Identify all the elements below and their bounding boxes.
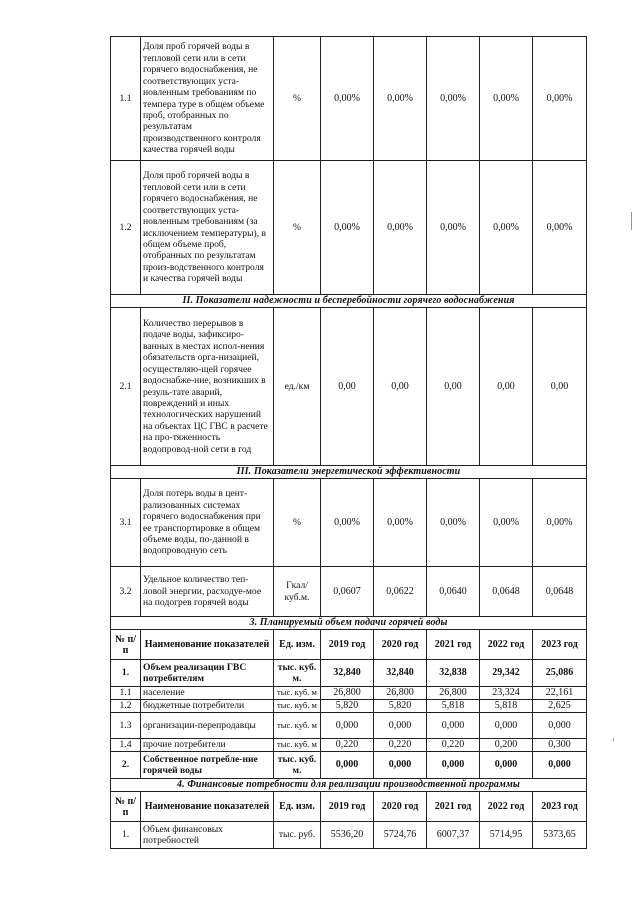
table-row: [111, 660, 587, 687]
value-2019: 0,00: [321, 308, 374, 466]
indicator-name: Количество перерывов в подаче воды, зафиксиро-ванных в местах испол-нения обязательств орга-низацией, осуществляю-щей горячее водоснабже-ние, возникших в резуль-тате аварий, повреждений и иных технологических нарушений на объектах ЦС ГВС в расчете на про-тяженность водопровод-ной сети в год: [141, 308, 274, 466]
value-2022: 0,200: [480, 739, 533, 752]
table-row: [111, 37, 587, 161]
section-heading-row: [111, 617, 587, 630]
indicator-name: бюджетные потребители: [141, 700, 274, 713]
section-heading-row: [111, 466, 587, 479]
value-2022: 5714,95: [480, 822, 533, 849]
value-2023: 2,625: [533, 700, 587, 713]
header-row: [111, 630, 587, 660]
section-title: II. Показатели надежности и бесперебойности горячего водоснабжения: [111, 295, 587, 308]
value-2021: 0,00%: [427, 161, 480, 295]
table-row: [111, 687, 587, 700]
value-2021: 32,838: [427, 660, 480, 687]
indicator-name: организации-перепродавцы: [141, 713, 274, 739]
value-2019: 5,820: [321, 700, 374, 713]
row-number: 1.: [111, 822, 141, 849]
value-2023: 5373,65: [533, 822, 587, 849]
table-row: [111, 739, 587, 752]
table-row: [111, 822, 587, 849]
value-2022: 0,000: [480, 713, 533, 739]
value-2022: 0,00%: [480, 479, 533, 567]
value-2021: 0,000: [427, 713, 480, 739]
table-row: [111, 752, 587, 779]
value-2020: 26,800: [374, 687, 427, 700]
value-2020: 0,00%: [374, 479, 427, 567]
section-title: III. Показатели энергетической эффективности: [111, 466, 587, 479]
row-number: 1.1: [111, 687, 141, 700]
value-2022: 0,000: [480, 752, 533, 779]
column-header-year: 2021 год: [427, 630, 480, 660]
value-2022: 0,00%: [480, 37, 533, 161]
indicator-name: Объем финансовых потребностей: [141, 822, 274, 849]
value-2023: 0,300: [533, 739, 587, 752]
value-2023: 0,00: [533, 308, 587, 466]
value-2023: 0,00%: [533, 37, 587, 161]
value-2019: 32,840: [321, 660, 374, 687]
unit-cell: тыс. куб. м: [274, 739, 321, 752]
value-2019: 0,000: [321, 713, 374, 739]
row-number: 1.1: [111, 37, 141, 161]
table-row: [111, 713, 587, 739]
scan-mark: [631, 212, 632, 230]
row-number: 1.3: [111, 713, 141, 739]
row-number: 1.4: [111, 739, 141, 752]
column-header-year: 2023 год: [533, 792, 587, 822]
column-header-year: 2019 год: [321, 792, 374, 822]
program-indicators-table: [110, 36, 587, 849]
indicator-name: Доля потерь воды в цент-рализованных системах горячего водоснабжения при ее транспортировке в общем объеме воды, по-данной в водопроводную сеть: [141, 479, 274, 567]
unit-cell: тыс. руб.: [274, 822, 321, 849]
row-number: 2.: [111, 752, 141, 779]
column-header-number: № п/п: [111, 792, 141, 822]
value-2020: 5,820: [374, 700, 427, 713]
value-2019: 26,800: [321, 687, 374, 700]
value-2023: 0,00%: [533, 479, 587, 567]
value-2020: 0,0622: [374, 567, 427, 617]
column-header-year: 2019 год: [321, 630, 374, 660]
value-2021: 0,220: [427, 739, 480, 752]
unit-cell: тыс. куб. м: [274, 713, 321, 739]
row-number: 1.: [111, 660, 141, 687]
column-header-name: Наименование показателей: [141, 792, 274, 822]
unit-cell: ед./км: [274, 308, 321, 466]
table-row: [111, 479, 587, 567]
value-2022: 5,818: [480, 700, 533, 713]
indicator-name: Доля проб горячей воды в тепловой сети или в сети горячего водоснабжения, не соответствующих уста-новленным требованиям по темпера туре в общем объеме проб, отобранных по результатам производственного контроля качества горячей воды: [141, 37, 274, 161]
value-2019: 0,00%: [321, 161, 374, 295]
value-2021: 0,00%: [427, 479, 480, 567]
scan-mark: [613, 738, 614, 741]
unit-cell: %: [274, 161, 321, 295]
value-2020: 0,00: [374, 308, 427, 466]
value-2019: 0,0607: [321, 567, 374, 617]
unit-cell: тыс. куб. м.: [274, 660, 321, 687]
value-2019: 0,220: [321, 739, 374, 752]
value-2019: 5536,20: [321, 822, 374, 849]
unit-cell: %: [274, 37, 321, 161]
value-2021: 0,000: [427, 752, 480, 779]
indicator-name: Собственное потребле-ние горячей воды: [141, 752, 274, 779]
value-2022: 29,342: [480, 660, 533, 687]
column-header-year: 2022 год: [480, 792, 533, 822]
value-2021: 0,00%: [427, 37, 480, 161]
value-2022: 0,0648: [480, 567, 533, 617]
column-header-year: 2020 год: [374, 630, 427, 660]
row-number: 3.1: [111, 479, 141, 567]
value-2022: 0,00%: [480, 161, 533, 295]
section-heading-row: [111, 779, 587, 792]
indicator-name: прочие потребители: [141, 739, 274, 752]
table-row: [111, 308, 587, 466]
table-row: [111, 700, 587, 713]
indicator-name: Объем реализации ГВС потребителям: [141, 660, 274, 687]
value-2022: 0,00: [480, 308, 533, 466]
value-2023: 0,00%: [533, 161, 587, 295]
row-number: 1.2: [111, 161, 141, 295]
row-number: 2.1: [111, 308, 141, 466]
column-header-year: 2022 год: [480, 630, 533, 660]
column-header-unit: Ед. изм.: [274, 630, 321, 660]
column-header-unit: Ед. изм.: [274, 792, 321, 822]
value-2019: 0,00%: [321, 479, 374, 567]
value-2020: 0,000: [374, 752, 427, 779]
value-2023: 0,0648: [533, 567, 587, 617]
indicator-name: Удельное количество теп-ловой энергии, расходуе-мое на подогрев горячей воды: [141, 567, 274, 617]
value-2023: 25,086: [533, 660, 587, 687]
value-2022: 23,324: [480, 687, 533, 700]
value-2021: 6007,37: [427, 822, 480, 849]
section-heading-row: [111, 295, 587, 308]
value-2021: 5,818: [427, 700, 480, 713]
column-header-number: № п/п: [111, 630, 141, 660]
value-2020: 0,00%: [374, 161, 427, 295]
table-row: [111, 567, 587, 617]
value-2023: 0,000: [533, 713, 587, 739]
unit-cell: тыс. куб. м: [274, 700, 321, 713]
unit-cell: тыс. куб. м.: [274, 752, 321, 779]
value-2019: 0,000: [321, 752, 374, 779]
section-title: 3. Планируемый объем подачи горячей воды: [111, 617, 587, 630]
value-2020: 0,220: [374, 739, 427, 752]
value-2021: 0,0640: [427, 567, 480, 617]
value-2023: 22,161: [533, 687, 587, 700]
value-2019: 0,00%: [321, 37, 374, 161]
value-2023: 0,000: [533, 752, 587, 779]
value-2020: 5724,76: [374, 822, 427, 849]
value-2020: 32,840: [374, 660, 427, 687]
row-number: 1.2: [111, 700, 141, 713]
section-title: 4. Финансовые потребности для реализации производственной программы: [111, 779, 587, 792]
unit-cell: Гкал/ куб.м.: [274, 567, 321, 617]
table-row: [111, 161, 587, 295]
indicator-name: население: [141, 687, 274, 700]
unit-cell: тыс. куб. м: [274, 687, 321, 700]
indicator-name: Доля проб горячей воды в тепловой сети или в сети горячего водоснабжения, не соответствующих уста-новленным требованиям (за исключением температуры), в общем объеме проб, отобранных по результатам произ-водственного контроля и качества горячей воды: [141, 161, 274, 295]
value-2021: 0,00: [427, 308, 480, 466]
column-header-year: 2020 год: [374, 792, 427, 822]
value-2020: 0,00%: [374, 37, 427, 161]
value-2021: 26,800: [427, 687, 480, 700]
unit-cell: %: [274, 479, 321, 567]
value-2020: 0,000: [374, 713, 427, 739]
header-row: [111, 792, 587, 822]
column-header-year: 2023 год: [533, 630, 587, 660]
row-number: 3.2: [111, 567, 141, 617]
column-header-name: Наименование показателей: [141, 630, 274, 660]
column-header-year: 2021 год: [427, 792, 480, 822]
